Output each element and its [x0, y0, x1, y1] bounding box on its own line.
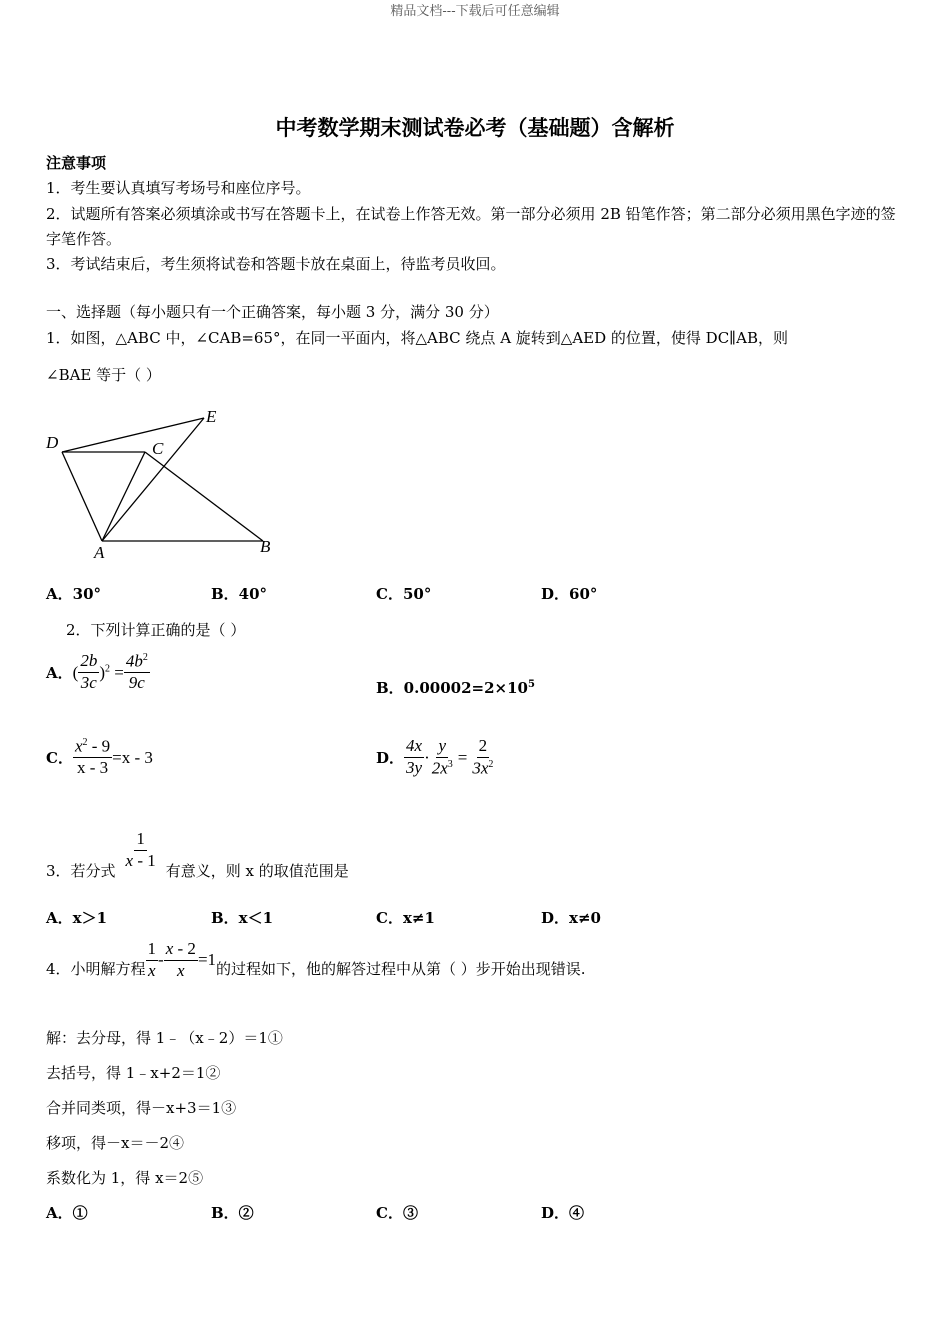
q3-option-c: C．x≠1: [376, 909, 435, 927]
q3-option-b: B．x＜1: [211, 909, 274, 927]
q3-fraction: $\frac{1}{x - 1}$: [125, 829, 156, 870]
q1-option-d: D．60°: [541, 585, 598, 603]
q2-d-fraction-2: $\frac{y}{2x^3}$: [431, 736, 453, 778]
q3-option-a: A．x＞1: [46, 909, 108, 927]
q4-option-a: A．①: [46, 1204, 88, 1222]
label-b: B: [260, 537, 271, 556]
q2-option-c: [46, 737, 153, 778]
q4-step-3: 合并同类项，得－x+3＝1③: [46, 1099, 237, 1117]
q2-d-fraction-1: $\frac{4x}{3y}$: [406, 736, 423, 778]
page-title: 中考数学期末测试卷必考（基础题）含解析: [275, 116, 675, 140]
q2-option-d-label: D．: [376, 749, 405, 768]
q4-fraction-2: $\frac{x - 2}{x}$: [165, 939, 196, 980]
q4-step-2: 去括号，得 1﹣x+2＝1②: [46, 1064, 221, 1082]
notice-item-2: 2．试题所有答案必须填涂或书写在答题卡上，在试卷上作答无效。第一部分必须用 2B 铅笔作答；第二部分必须用黑色字迹的签字笔作答。: [46, 205, 896, 248]
q4-fraction-1: $\frac{1}{x}$: [147, 939, 157, 980]
q2-option-a: A． ( $\frac{2b}{3c}$ )$^2$ = $\frac{4b^2}{9c}$: [46, 651, 148, 693]
q3-option-d: D．x≠0: [541, 909, 601, 927]
q2-option-d: D． $\frac{4x}{3y}$ · $\frac{y}{2x^3}$ = $\frac{2}{3x^2}$: [376, 736, 494, 778]
q4-step-1: 解：去分母，得 1﹣（x﹣2）＝1①: [46, 1029, 283, 1047]
q2-d-fraction-3: $\frac{2}{3x^2}$: [472, 736, 494, 778]
q2-option-c-label: C．: [46, 749, 73, 768]
q2-a-rhs-fraction: $\frac{4b^2}{9c}$: [125, 651, 148, 693]
q1-geometry-figure: [40, 400, 290, 565]
notice-item-3: 3．考试结束后，考生须将试卷和答题卡放在桌面上，待监考员收回。: [46, 255, 506, 273]
q1-option-c: C．50°: [376, 585, 432, 603]
q2-c-rhs: =x - 3: [112, 747, 153, 767]
label-c: C: [152, 439, 164, 458]
q4-step-4: 移项，得－x＝－2④: [46, 1134, 185, 1152]
header-note: 精品文档---下载后可任意编辑: [390, 4, 560, 19]
notice-item-1: 1．考生要认真填写考场号和座位序号。: [46, 179, 311, 197]
label-a: A: [94, 543, 105, 562]
q4-option-d: D．④: [541, 1204, 585, 1222]
label-e: E: [206, 407, 217, 426]
q2-a-lhs-fraction: $\frac{2b}{3c}$: [80, 651, 98, 693]
notice-heading: 注意事项: [46, 154, 107, 172]
q4-option-c: C．③: [376, 1204, 418, 1222]
section-heading: 一、选择题（每小题只有一个正确答案，每小题 3 分，满分 30 分）: [46, 303, 499, 321]
q1-option-a: A．30°: [46, 585, 102, 603]
q2-c-fraction: $\frac{x^2 - 9}{x - 3}$: [74, 736, 111, 778]
q2-stem: 2．下列计算正确的是（ ）: [66, 621, 246, 639]
q2-option-a-label: A．: [46, 664, 73, 683]
q4-stem: 4．小明解方程 $\frac{1}{x}$ - $\frac{x - 2}{x}$ =1 的过程如下，他的解答过程中从第（ ）步开始出现错误.: [46, 939, 586, 980]
q1-stem-line2: ∠BAE 等于（ ）: [46, 366, 161, 384]
q4-option-b: B．②: [211, 1204, 254, 1222]
label-d: D: [46, 433, 59, 452]
q1-option-b: B．40°: [211, 585, 268, 603]
q3-stem: 3．若分式 $\frac{1}{x - 1}$ 有意义，则 x 的取值范围是: [46, 829, 349, 880]
q2-option-b: B．$0.00002=2\times 10^5$: [376, 679, 535, 697]
q4-step-5: 系数化为 1，得 x＝2⑤: [46, 1169, 204, 1187]
q1-stem-line1: 1．如图，△ABC 中，∠CAB=65°，在同一平面内，将△ABC 绕点 A 旋转到△AED 的位置，使得 DC∥AB，则: [46, 329, 788, 347]
